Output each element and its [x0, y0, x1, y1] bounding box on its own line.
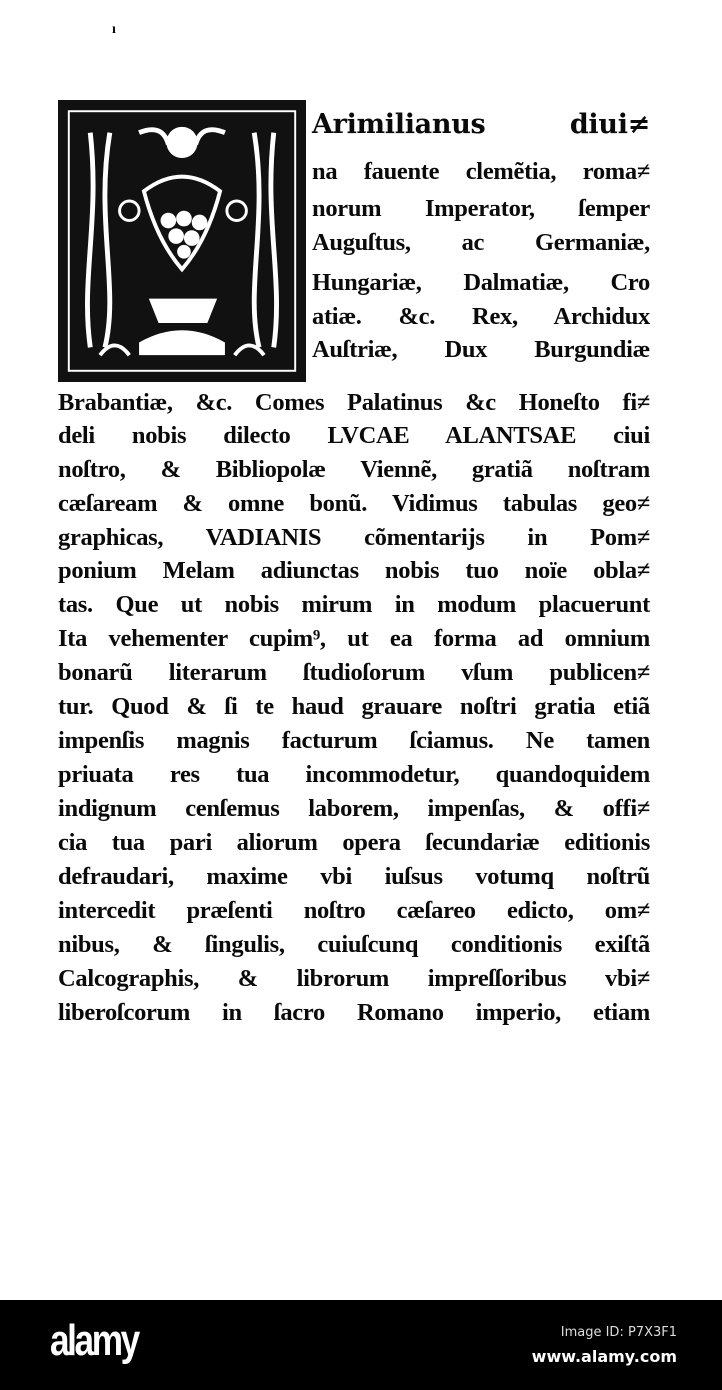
text-line: indignum cenſemus laborem, impenſas, & offi≠: [58, 795, 650, 822]
text-line: liberoſcorum in ſacro Romano imperio, etiam: [58, 999, 650, 1026]
text-line: tur. Quod & ſi te haud grauare noſtri gratia etiã: [58, 693, 650, 720]
text-line: cia tua pari aliorum opera ſecundariæ editionis: [58, 829, 650, 856]
text-line: Ita vehementer cupim⁹, ut ea forma ad omnium: [58, 625, 650, 652]
image-id: Image ID: P7X3F1: [560, 1325, 677, 1340]
watermark-footer: [0, 1300, 722, 1390]
text-line: priuata res tua incommodetur, quandoquidem: [58, 761, 650, 788]
text-line: Auguſtus, ac Germaniæ,: [312, 229, 650, 256]
text-line: bonarũ literarum ſtudioſorum vſum publicen≠: [58, 659, 650, 686]
text-line: na fauente clemẽtia, roma≠: [312, 158, 650, 185]
text-line: ponium Melam adiunctas nobis tuo noïe obla≠: [58, 557, 650, 584]
text-line: Auſtriæ, Dux Burgundiæ: [312, 336, 650, 363]
text-line: noſtro, & Bibliopolæ Viennẽ, gratiã noſtram: [58, 456, 650, 483]
text-line: atiæ. &c. Rex, Archidux: [312, 303, 650, 330]
text-line: tas. Que ut nobis mirum in modum placuerunt: [58, 591, 650, 618]
text-line: defraudari, maxime vbi iuſsus votumq noſtrũ: [58, 863, 650, 890]
text-line: Arimilianus diui≠: [312, 109, 650, 140]
text-line: Hungariæ, Dalmatiæ, Cro: [312, 269, 650, 296]
text-line: cæſaream & omne bonũ. Vidimus tabulas geo≠: [58, 490, 650, 517]
alamy-logo: alamy: [50, 1316, 138, 1365]
website-link: www.alamy.com: [531, 1347, 677, 1366]
text-line: impenſis magnis facturum ſciamus. Ne tamen: [58, 727, 650, 754]
text-line: norum Imperator, ſemper: [312, 195, 650, 222]
text-line: Calcographis, & librorum impreſſoribus vbi≠: [58, 965, 650, 992]
text-line: deli nobis dilecto LVCAE ALANTSAE ciui: [58, 422, 650, 449]
text-line: Brabantiæ, &c. Comes Palatinus &c Honeſto fi≠: [58, 389, 650, 416]
text-line: intercedit præſenti noſtro cæſareo edicto, om≠: [58, 897, 650, 924]
text-line: nibus, & ſingulis, cuiuſcunq conditionis exiſtã: [58, 931, 650, 958]
text-line: graphicas, VADIANIS cõmentarijs in Pom≠: [58, 524, 650, 551]
corner-mark: ı: [112, 22, 116, 37]
